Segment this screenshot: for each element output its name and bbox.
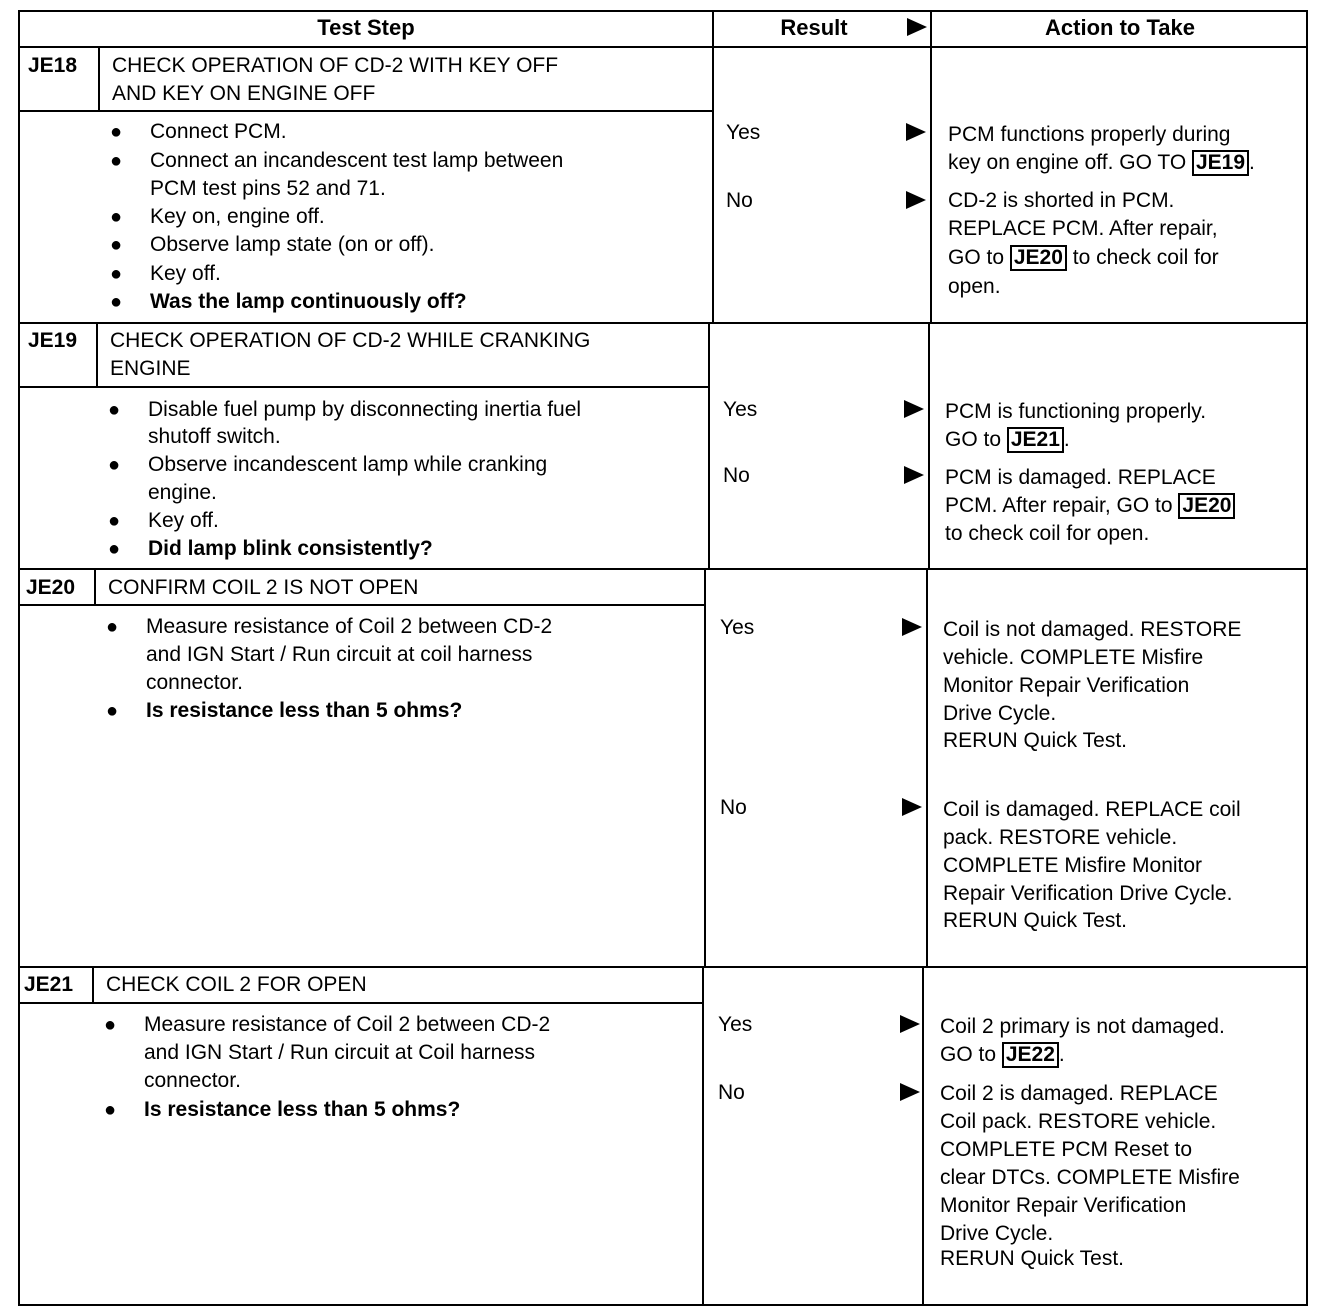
bullet-icon: ●: [110, 291, 123, 313]
step-id-divider: [94, 568, 96, 606]
ref-je19-link[interactable]: JE19: [1192, 150, 1249, 176]
result-no: No: [720, 796, 747, 819]
step-title-line-1: CONFIRM COIL 2 IS NOT OPEN: [108, 576, 419, 599]
result-yes: Yes: [718, 1013, 753, 1036]
action-no-line-1: Coil is damaged. REPLACE coil: [943, 798, 1241, 821]
header-arrow-icon: [907, 18, 927, 36]
col-divider-2: [928, 322, 930, 568]
header-action: Action to Take: [1045, 15, 1195, 40]
bullet-icon: ●: [104, 1014, 117, 1036]
row-divider: [18, 322, 1308, 324]
action-no-line-5: RERUN Quick Test.: [943, 909, 1127, 932]
bullet-icon: ●: [108, 454, 121, 476]
action-no-line-2: pack. RESTORE vehicle.: [943, 826, 1178, 849]
question: Was the lamp continuously off?: [150, 290, 467, 313]
bullet-icon: ●: [104, 1099, 117, 1121]
ref-je20-link[interactable]: JE20: [1178, 493, 1235, 519]
result-yes: Yes: [723, 398, 758, 421]
result-yes: Yes: [720, 616, 755, 639]
action-no-line-1: Coil 2 is damaged. REPLACE: [940, 1082, 1218, 1105]
step-title-line-1: CHECK OPERATION OF CD-2 WHILE CRANKING: [110, 329, 591, 352]
instruction: Key on, engine off.: [150, 205, 325, 228]
action-yes-line-2: GO to JE21 .: [945, 428, 1070, 451]
action-yes-line-1: Coil 2 primary is not damaged.: [940, 1015, 1225, 1038]
result-yes: Yes: [726, 121, 761, 144]
col-divider-2: [926, 568, 928, 966]
action-no-line-1: CD-2 is shorted in PCM.: [948, 189, 1175, 212]
row-divider: [18, 966, 1308, 968]
col-divider-1: [702, 966, 704, 1306]
action-yes-line-5: RERUN Quick Test.: [943, 729, 1127, 752]
action-no-line-4: open.: [948, 275, 1001, 298]
step-title-line-1: CHECK COIL 2 FOR OPEN: [106, 973, 367, 996]
bullet-icon: ●: [108, 510, 121, 532]
result-no: No: [726, 189, 753, 212]
instruction: Connect PCM.: [150, 120, 287, 143]
instruction: and IGN Start / Run circuit at Coil harness: [144, 1041, 535, 1064]
bullet-icon: ●: [106, 616, 119, 638]
instruction: Measure resistance of Coil 2 between CD-2: [146, 615, 553, 638]
col-divider-2: [922, 966, 924, 1306]
row-divider: [18, 568, 1308, 570]
arrow-right-icon: [902, 618, 922, 636]
action-yes-line-2: vehicle. COMPLETE Misfire: [943, 646, 1204, 669]
step-id: JE21: [24, 973, 74, 996]
action-no-line-4: clear DTCs. COMPLETE Misfire: [940, 1166, 1240, 1189]
action-no-line-2: PCM. After repair, GO to JE20: [945, 492, 1235, 520]
action-yes-line-3: Monitor Repair Verification: [943, 674, 1190, 697]
action-no-line-3: GO to JE20 to check coil for: [948, 246, 1219, 269]
arrow-right-icon: [904, 466, 924, 484]
action-no-line-6: Drive Cycle.: [940, 1222, 1054, 1245]
instruction: Disable fuel pump by disconnecting inertia fuel: [148, 398, 582, 421]
ref-je22-link[interactable]: JE22: [1002, 1042, 1059, 1068]
bullet-icon: ●: [110, 150, 123, 172]
question: Did lamp blink consistently?: [148, 537, 433, 560]
step-id: JE18: [28, 54, 78, 77]
col-divider-1: [712, 10, 714, 322]
arrow-right-icon: [902, 798, 922, 816]
col-divider-1: [704, 568, 706, 966]
action-yes-line-4: Drive Cycle.: [943, 702, 1057, 725]
instruction: and IGN Start / Run circuit at coil harness: [146, 643, 533, 666]
action-no-line-1: PCM is damaged. REPLACE: [945, 466, 1216, 489]
action-no-line-3: COMPLETE Misfire Monitor: [943, 854, 1203, 877]
step-title-divider: [18, 386, 710, 388]
step-id-divider: [98, 46, 100, 112]
bullet-icon: ●: [108, 399, 121, 421]
instruction: Observe lamp state (on or off).: [150, 233, 435, 256]
ref-je20-link[interactable]: JE20: [1010, 245, 1067, 271]
bullet-icon: ●: [110, 263, 123, 285]
step-id: JE19: [28, 329, 78, 352]
result-no: No: [718, 1081, 745, 1104]
step-title-line-2: AND KEY ON ENGINE OFF: [112, 82, 376, 105]
instruction: connector.: [146, 671, 243, 694]
instruction: engine.: [148, 481, 217, 504]
step-id-divider: [96, 322, 98, 388]
instruction: Observe incandescent lamp while cranking: [148, 453, 548, 476]
step-title-divider: [18, 1002, 704, 1004]
action-yes-line-1: Coil is not damaged. RESTORE: [943, 618, 1242, 641]
question: Is resistance less than 5 ohms?: [146, 699, 463, 722]
instruction: Key off.: [150, 262, 221, 285]
action-yes-line-2: GO to JE22 .: [940, 1043, 1065, 1066]
action-no-line-7: RERUN Quick Test.: [940, 1247, 1124, 1270]
action-no-line-3: to check coil for open.: [945, 522, 1150, 545]
header-result: Result: [780, 15, 848, 40]
instruction: Connect an incandescent test lamp between: [150, 149, 564, 172]
action-no-line-4: Repair Verification Drive Cycle.: [943, 882, 1233, 905]
instruction: shutoff switch.: [148, 425, 281, 448]
ref-je21-link[interactable]: JE21: [1007, 427, 1064, 453]
bullet-icon: ●: [110, 234, 123, 256]
arrow-right-icon: [904, 400, 924, 418]
instruction: connector.: [144, 1069, 241, 1092]
result-no: No: [723, 464, 750, 487]
step-title-divider: [18, 604, 706, 606]
action-no-line-3: COMPLETE PCM Reset to: [940, 1138, 1193, 1161]
step-id-divider: [92, 966, 94, 1004]
bullet-icon: ●: [110, 121, 123, 143]
arrow-right-icon: [900, 1083, 920, 1101]
action-no-line-2: REPLACE PCM. After repair,: [948, 217, 1218, 240]
instruction: Measure resistance of Coil 2 between CD-2: [144, 1013, 551, 1036]
step-title-line-2: ENGINE: [110, 357, 191, 380]
action-yes-line-1: PCM functions properly during: [948, 123, 1231, 146]
bullet-icon: ●: [106, 700, 119, 722]
instruction: Key off.: [148, 509, 219, 532]
bullet-icon: ●: [110, 206, 123, 228]
arrow-right-icon: [906, 123, 926, 141]
step-id: JE20: [26, 576, 76, 599]
action-no-line-5: Monitor Repair Verification: [940, 1194, 1187, 1217]
col-divider-1: [708, 322, 710, 568]
step-title-divider: [18, 110, 712, 112]
action-no-line-2: Coil pack. RESTORE vehicle.: [940, 1110, 1217, 1133]
step-title-line-1: CHECK OPERATION OF CD-2 WITH KEY OFF: [112, 54, 559, 77]
arrow-right-icon: [900, 1015, 920, 1033]
action-yes-line-1: PCM is functioning properly.: [945, 400, 1207, 423]
header-divider: [18, 46, 1308, 48]
bullet-icon: ●: [108, 538, 121, 560]
instruction: PCM test pins 52 and 71.: [150, 177, 386, 200]
question: Is resistance less than 5 ohms?: [144, 1098, 461, 1121]
header-test-step: Test Step: [317, 15, 415, 40]
action-yes-line-2: key on engine off. GO TO JE19 .: [948, 151, 1255, 174]
arrow-right-icon: [906, 191, 926, 209]
col-divider-2: [930, 10, 932, 322]
